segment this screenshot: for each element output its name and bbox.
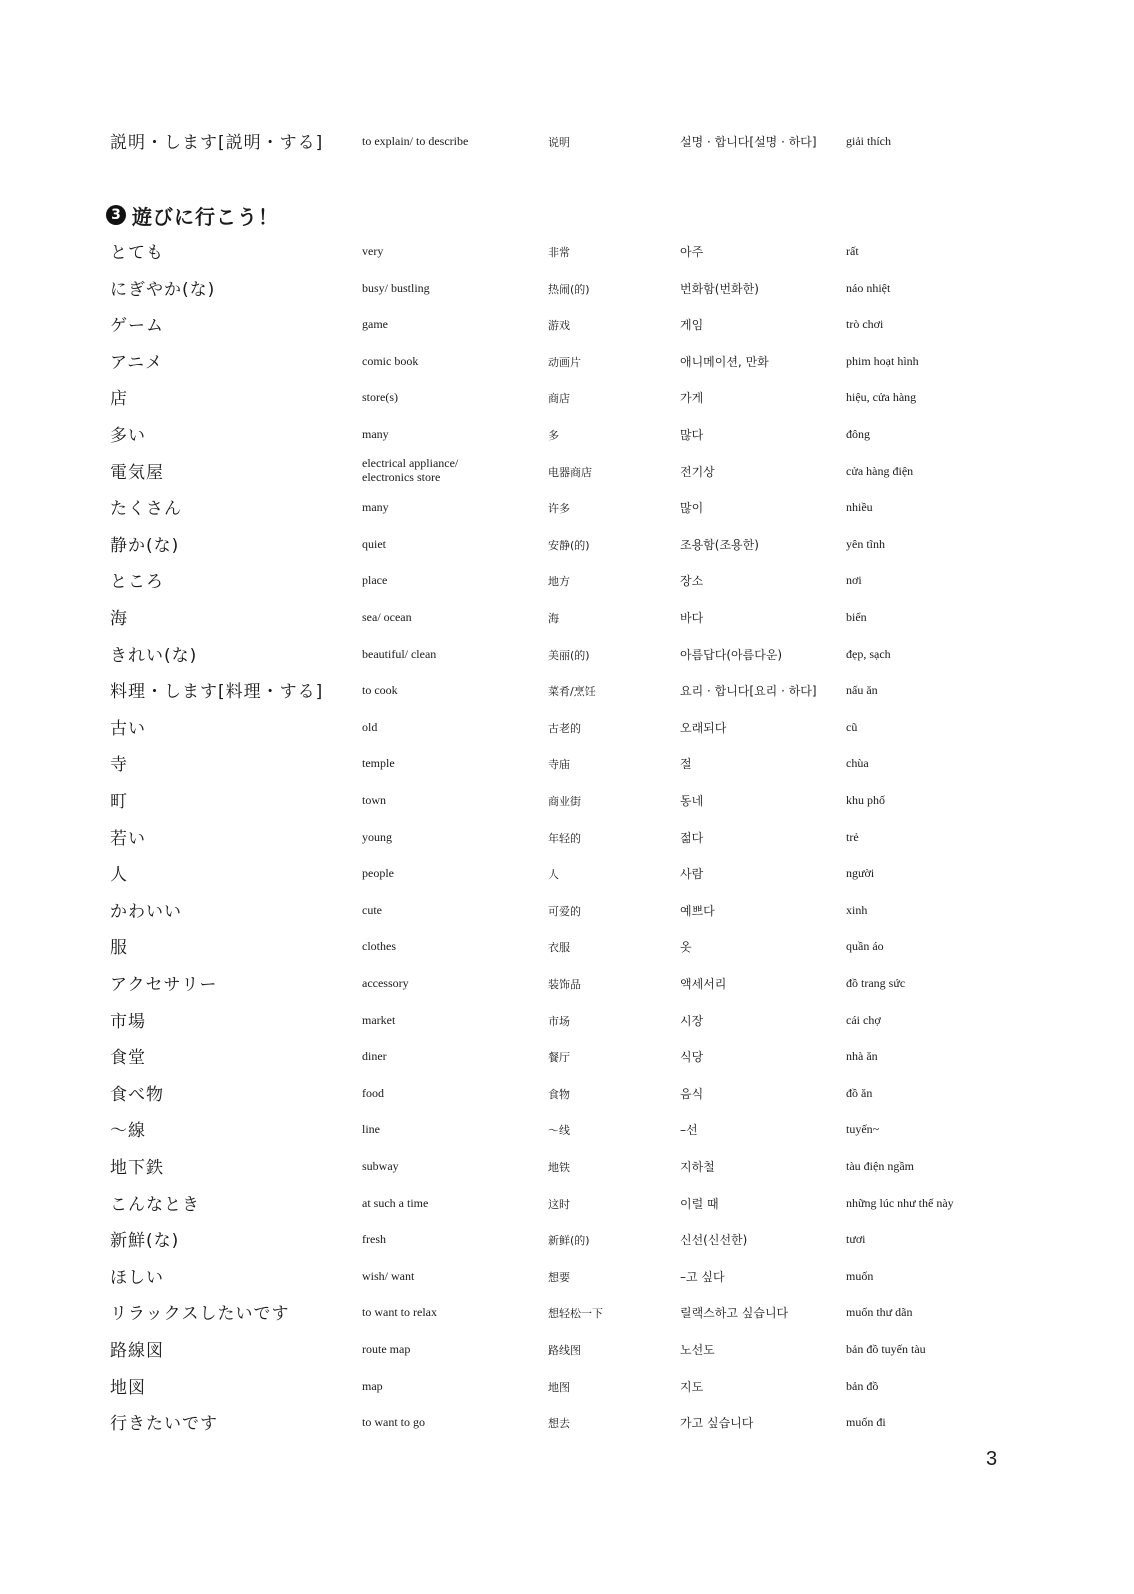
vietnamese-translation: khu phố: [846, 793, 885, 807]
chinese-translation: 可爱的: [548, 904, 581, 918]
korean-translation: 번화함(번화한): [680, 281, 759, 296]
chinese-translation: 地铁: [548, 1161, 570, 1174]
korean-translation: 액세서리: [680, 977, 727, 991]
japanese-term: 行きたいです: [110, 1414, 218, 1435]
japanese-term: こんなとき: [110, 1194, 200, 1215]
vietnamese-translation: đẹp, sạch: [846, 646, 891, 661]
chinese-translation: 人: [548, 868, 559, 882]
english-translation: town: [362, 793, 386, 807]
vietnamese-translation: những lúc như thế này: [846, 1195, 954, 1210]
chinese-translation: 海: [548, 612, 559, 625]
vietnamese-translation: yên tĩnh: [846, 536, 885, 551]
chinese-translation: 新鲜(的): [548, 1234, 590, 1248]
english-translation: sea/ ocean: [362, 610, 412, 624]
vietnamese-translation: hiệu, cửa hàng: [846, 390, 917, 405]
japanese-term: かわいい: [110, 901, 182, 922]
korean-translation: 이럴 때: [680, 1196, 719, 1211]
japanese-term: 店: [110, 389, 128, 410]
korean-translation: 절: [680, 757, 692, 772]
japanese-term: 古い: [110, 718, 146, 739]
vocab-row: [0, 417, 1134, 453]
vietnamese-translation: tuyến~: [846, 1122, 880, 1137]
english-translation: to want to go: [362, 1415, 425, 1430]
vocab-row: [0, 600, 1134, 636]
vietnamese-translation: biển: [846, 610, 867, 624]
japanese-term: 説明・します[説明・する]: [110, 133, 324, 153]
chinese-translation: 衣服: [548, 941, 570, 955]
vietnamese-translation: người: [846, 866, 875, 881]
korean-translation: 요리 · 합니다[요리 · 하다]: [680, 684, 817, 699]
chinese-translation: 游戏: [548, 319, 570, 333]
vocab-row: [0, 271, 1134, 307]
korean-translation: 예쁘다: [680, 903, 715, 918]
english-translation: to explain/ to describe: [362, 134, 469, 148]
chinese-translation: 地方: [548, 575, 570, 589]
korean-translation: 많다: [680, 428, 704, 442]
korean-translation: 노선도: [680, 1343, 715, 1357]
japanese-term: 町: [110, 792, 128, 812]
chinese-translation: 商店: [548, 392, 570, 406]
english-translation: fresh: [362, 1232, 386, 1247]
chinese-translation: 非常: [548, 246, 570, 259]
japanese-term: 若い: [110, 828, 146, 849]
vocab-row: [0, 1112, 1134, 1148]
korean-translation: 식당: [680, 1050, 704, 1065]
chinese-translation: 安静(的): [548, 538, 590, 552]
english-translation: comic book: [362, 353, 419, 368]
english-translation: young: [362, 829, 392, 844]
korean-translation: 가고 싶습니다: [680, 1416, 754, 1431]
korean-translation: 아주: [680, 245, 704, 259]
vocab-row: [0, 380, 1134, 416]
vocab-row: [0, 1076, 1134, 1112]
vietnamese-translation: đồ ăn: [846, 1085, 873, 1100]
japanese-term: 多い: [110, 426, 146, 446]
vocab-row: [0, 637, 1134, 673]
vietnamese-translation: náo nhiệt: [846, 280, 891, 295]
vocab-row: [0, 307, 1134, 343]
korean-translation: 설명 · 합니다[설명 · 하다]: [680, 135, 817, 149]
vietnamese-translation: cái chợ: [846, 1012, 881, 1027]
chinese-translation: 食物: [548, 1087, 570, 1101]
english-translation: very: [362, 244, 384, 258]
japanese-term: ～線: [110, 1121, 146, 1142]
chinese-translation: 热闹(的): [548, 282, 590, 296]
japanese-term: ゲーム: [110, 316, 164, 337]
vocab-row: [0, 966, 1134, 1002]
vietnamese-translation: giải thích: [846, 134, 891, 148]
vocab-row: [0, 1149, 1134, 1185]
chinese-translation: 动画片: [548, 355, 581, 369]
chinese-translation: 想轻松一下: [548, 1307, 603, 1321]
english-translation: game: [362, 317, 388, 332]
section-title: 遊びに行こう！: [132, 204, 279, 229]
english-translation: quiet: [362, 536, 386, 551]
vocab-row: [0, 344, 1134, 380]
korean-translation: 아름답다(아름다운): [680, 647, 783, 662]
chinese-translation: 地图: [548, 1380, 570, 1394]
japanese-term: アクセサリー: [110, 975, 218, 995]
korean-translation: 시장: [680, 1013, 704, 1028]
japanese-term: 地図: [110, 1377, 146, 1398]
japanese-term: ところ: [110, 572, 164, 593]
section-heading: [106, 200, 279, 230]
japanese-term: アニメ: [110, 352, 164, 373]
english-translation: temple: [362, 756, 395, 771]
japanese-term: 路線図: [110, 1341, 164, 1361]
chinese-translation: 寺庙: [548, 758, 570, 772]
vietnamese-translation: đông: [846, 427, 870, 441]
vocab-row: [0, 490, 1134, 526]
vietnamese-translation: bản đồ tuyến tàu: [846, 1342, 926, 1356]
vietnamese-translation: đồ trang sức: [846, 976, 906, 990]
chinese-translation: 餐厅: [548, 1051, 570, 1065]
english-translation: people: [362, 866, 394, 881]
vocab-row: [0, 1332, 1134, 1368]
vietnamese-translation: rất: [846, 244, 859, 258]
english-translation: busy/ bustling: [362, 280, 430, 295]
vocab-row: [0, 1295, 1134, 1331]
japanese-term: 電気屋: [110, 462, 164, 483]
section-number-badge: 3: [106, 205, 126, 225]
vietnamese-translation: tàu điện ngầm: [846, 1159, 914, 1173]
vocab-row: [0, 856, 1134, 892]
japanese-term: 食べ物: [110, 1084, 164, 1105]
chinese-translation: 想去: [548, 1417, 570, 1431]
korean-translation: 사람: [680, 867, 704, 882]
korean-translation: 애니메이션, 만화: [680, 354, 769, 369]
chinese-translation: 路线图: [548, 1344, 581, 1357]
english-translation: store(s): [362, 390, 398, 405]
korean-translation: 지도: [680, 1379, 704, 1394]
chinese-translation: 美丽(的): [548, 648, 590, 662]
vietnamese-translation: trẻ: [846, 829, 859, 844]
vietnamese-translation: nấu ăn: [846, 683, 878, 698]
vocab-row: [0, 929, 1134, 965]
vocab-row: [0, 527, 1134, 563]
vocab-row: [0, 1186, 1134, 1222]
vocab-row: [0, 454, 1134, 490]
english-translation: map: [362, 1378, 383, 1393]
english-translation: clothes: [362, 939, 396, 954]
korean-translation: 장소: [680, 574, 704, 589]
japanese-term: 料理・します[料理・する]: [110, 682, 324, 703]
japanese-term: 地下鉄: [110, 1158, 164, 1178]
vocab-row: [0, 234, 1134, 270]
vocab-row: [0, 710, 1134, 746]
japanese-term: たくさん: [110, 499, 182, 520]
vocab-row: [0, 1259, 1134, 1295]
korean-translation: 전기상: [680, 464, 715, 479]
chinese-translation: 年轻的: [548, 831, 581, 845]
vocab-row: [0, 1003, 1134, 1039]
chinese-translation: 市场: [548, 1014, 570, 1028]
vietnamese-translation: tươi: [846, 1232, 866, 1247]
chinese-translation: 古老的: [548, 721, 581, 735]
korean-translation: 옷: [680, 940, 692, 955]
japanese-term: 新鮮(な): [110, 1231, 180, 1252]
japanese-term: 市場: [110, 1011, 146, 1032]
vocab-row: [0, 1405, 1134, 1441]
japanese-term: 服: [110, 938, 128, 959]
chinese-translation: 说明: [548, 136, 570, 149]
vietnamese-translation: bản đồ: [846, 1378, 879, 1393]
english-translation: old: [362, 719, 378, 734]
korean-translation: –선: [680, 1123, 698, 1138]
japanese-term: 寺: [110, 755, 128, 776]
chinese-translation: 电器商店: [548, 465, 592, 479]
chinese-translation: 想要: [548, 1270, 570, 1284]
korean-translation: 게임: [680, 318, 704, 333]
korean-translation: 지하철: [680, 1160, 715, 1174]
english-translation: diner: [362, 1049, 387, 1064]
vietnamese-translation: muốn thư dãn: [846, 1305, 913, 1320]
english-translation: to cook: [362, 683, 398, 698]
japanese-term: 海: [110, 609, 128, 629]
vocab-row: [0, 673, 1134, 709]
english-translation: food: [362, 1085, 384, 1100]
vietnamese-translation: muốn: [846, 1268, 874, 1283]
chinese-translation: 装饰品: [548, 978, 581, 991]
english-translation: subway: [362, 1159, 399, 1173]
chinese-translation: 许多: [548, 502, 570, 516]
korean-translation: 동네: [680, 794, 704, 808]
english-translation: route map: [362, 1342, 411, 1356]
vietnamese-translation: cũ: [846, 719, 858, 734]
chinese-translation: 商业街: [548, 795, 581, 808]
korean-translation: 오래되다: [680, 720, 727, 735]
vocab-row: [0, 1222, 1134, 1258]
chinese-translation: ～线: [548, 1124, 570, 1138]
korean-translation: 릴랙스하고 싶습니다: [680, 1306, 789, 1321]
korean-translation: 조용함(조용한): [680, 537, 759, 552]
vocab-row: [0, 1039, 1134, 1075]
japanese-term: リラックスしたいです: [110, 1304, 290, 1325]
english-translation: accessory: [362, 976, 409, 990]
chinese-translation: 多: [548, 429, 559, 442]
vocab-row: [0, 783, 1134, 819]
korean-translation: –고 싶다: [680, 1269, 725, 1284]
japanese-term: 食堂: [110, 1048, 146, 1069]
vietnamese-translation: quần áo: [846, 939, 884, 954]
vietnamese-translation: chùa: [846, 756, 869, 771]
korean-translation: 바다: [680, 611, 704, 625]
english-translation: many: [362, 427, 389, 441]
japanese-term: 静か(な): [110, 535, 180, 556]
vietnamese-translation: nơi: [846, 573, 862, 588]
english-translation: cute: [362, 902, 382, 917]
vocab-row: [0, 820, 1134, 856]
english-translation: wish/ want: [362, 1268, 415, 1283]
vocab-row: [0, 563, 1134, 599]
vietnamese-translation: phim hoạt hình: [846, 353, 919, 368]
japanese-term: にぎやか(な): [110, 279, 216, 300]
chinese-translation: 这时: [548, 1197, 570, 1211]
korean-translation: 젊다: [680, 830, 704, 845]
english-translation: at such a time: [362, 1195, 429, 1210]
vietnamese-translation: cửa hàng điện: [846, 463, 914, 478]
vietnamese-translation: nhà ăn: [846, 1049, 878, 1064]
korean-translation: 신선(신선한): [680, 1233, 748, 1248]
japanese-term: きれい(な): [110, 645, 198, 666]
vietnamese-translation: xinh: [846, 902, 868, 917]
vietnamese-translation: nhiều: [846, 500, 873, 515]
english-translation: electrical appliance/ electronics store: [362, 455, 459, 484]
english-translation: place: [362, 573, 388, 588]
vietnamese-translation: trò chơi: [846, 317, 884, 332]
korean-translation: 많이: [680, 501, 704, 516]
japanese-term: とても: [110, 243, 164, 263]
japanese-term: ほしい: [110, 1267, 164, 1288]
english-translation: to want to relax: [362, 1305, 437, 1320]
english-translation: line: [362, 1122, 380, 1137]
english-translation: many: [362, 500, 389, 515]
english-translation: beautiful/ clean: [362, 646, 437, 661]
vocab-row-top: [0, 124, 1134, 160]
vietnamese-translation: muốn đi: [846, 1415, 886, 1430]
chinese-translation: 菜肴/烹饪: [548, 685, 596, 699]
japanese-term: 人: [110, 865, 128, 886]
english-translation: market: [362, 1012, 396, 1027]
vocab-row: [0, 746, 1134, 782]
korean-translation: 음식: [680, 1086, 704, 1101]
vocab-row: [0, 1369, 1134, 1405]
vocab-row: [0, 893, 1134, 929]
korean-translation: 가게: [680, 391, 704, 406]
page-number: 3: [986, 1448, 998, 1470]
